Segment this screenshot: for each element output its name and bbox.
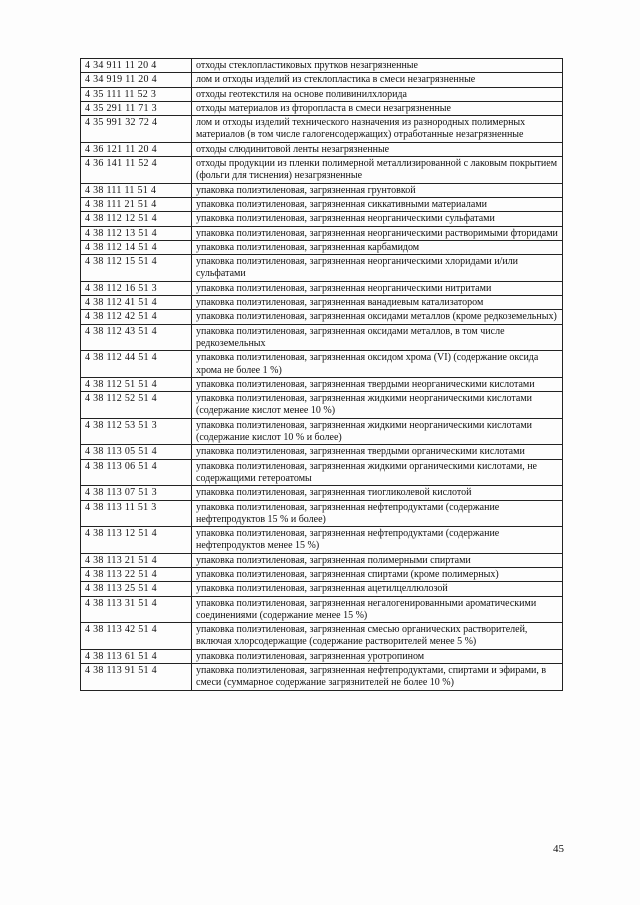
table-row [81, 212, 563, 226]
waste-code-cell: 4 38 112 53 51 3 [81, 418, 192, 445]
waste-description-cell: отходы слюдинитовой ленты незагрязненные [192, 142, 563, 156]
table-row [81, 623, 563, 650]
waste-code-cell: 4 38 111 11 51 4 [81, 183, 192, 197]
waste-description-cell: упаковка полиэтиленовая, загрязненная полимерными спиртами [192, 553, 563, 567]
waste-description-cell: упаковка полиэтиленовая, загрязненная жидкими неорганическими кислотами (содержание кислот 10 % и более) [192, 418, 563, 445]
table-row [81, 445, 563, 459]
waste-description-cell: упаковка полиэтиленовая, загрязненная жидкими неорганическими кислотами (содержание кислот менее 10 %) [192, 392, 563, 419]
table-row [81, 582, 563, 596]
waste-code-cell: 4 36 141 11 52 4 [81, 157, 192, 184]
waste-code-cell: 4 38 113 06 51 4 [81, 459, 192, 486]
waste-description-cell: лом и отходы изделий из стеклопластика в смеси незагрязненные [192, 73, 563, 87]
waste-code-cell: 4 38 112 42 51 4 [81, 310, 192, 324]
table-row [81, 157, 563, 184]
waste-description-cell: упаковка полиэтиленовая, загрязненная тиогликолевой кислотой [192, 486, 563, 500]
waste-description-cell: упаковка полиэтиленовая, загрязненная ацетилцеллюлозой [192, 582, 563, 596]
table-row [81, 351, 563, 378]
waste-description-cell: упаковка полиэтиленовая, загрязненная оксидами металлов (кроме редкоземельных) [192, 310, 563, 324]
table-row [81, 226, 563, 240]
waste-code-cell: 4 35 991 32 72 4 [81, 116, 192, 143]
table-row [81, 255, 563, 282]
waste-code-cell: 4 38 113 42 51 4 [81, 623, 192, 650]
waste-code-cell: 4 38 113 25 51 4 [81, 582, 192, 596]
waste-code-cell: 4 38 113 07 51 3 [81, 486, 192, 500]
table-row [81, 296, 563, 310]
table-body [81, 59, 563, 691]
table-row [81, 101, 563, 115]
waste-description-cell: упаковка полиэтиленовая, загрязненная сиккативными материалами [192, 197, 563, 211]
waste-description-cell: упаковка полиэтиленовая, загрязненная нефтепродуктами (содержание нефтепродуктов менее 15 %) [192, 527, 563, 554]
waste-code-cell: 4 38 111 21 51 4 [81, 197, 192, 211]
waste-description-cell: упаковка полиэтиленовая, загрязненная спиртами (кроме полимерных) [192, 567, 563, 581]
table-row [81, 649, 563, 663]
table-row [81, 116, 563, 143]
page-number: 45 [553, 843, 564, 855]
waste-code-cell: 4 38 112 44 51 4 [81, 351, 192, 378]
waste-code-cell: 4 38 113 91 51 4 [81, 664, 192, 691]
waste-code-cell: 4 38 112 14 51 4 [81, 240, 192, 254]
table-row [81, 59, 563, 73]
table-row [81, 281, 563, 295]
waste-description-cell: лом и отходы изделий технического назначения из разнородных полимерных материалов (в том числе галогенсодержащих) отработанные незагрязненные [192, 116, 563, 143]
table-row [81, 324, 563, 351]
waste-code-cell: 4 38 113 05 51 4 [81, 445, 192, 459]
table-row [81, 392, 563, 419]
waste-description-cell: упаковка полиэтиленовая, загрязненная карбамидом [192, 240, 563, 254]
waste-code-cell: 4 34 911 11 20 4 [81, 59, 192, 73]
waste-description-cell: упаковка полиэтиленовая, загрязненная смесью органических растворителей, включая хлорсодержащие (содержание растворителей менее 5 %) [192, 623, 563, 650]
waste-description-cell: упаковка полиэтиленовая, загрязненная оксидами металлов, в том числе редкоземельных [192, 324, 563, 351]
waste-description-cell: отходы геотекстиля на основе поливинилхлорида [192, 87, 563, 101]
table-row [81, 418, 563, 445]
table-row [81, 73, 563, 87]
waste-description-cell: отходы материалов из фторопласта в смеси незагрязненные [192, 101, 563, 115]
waste-description-cell: упаковка полиэтиленовая, загрязненная нефтепродуктами (содержание нефтепродуктов 15 % и более) [192, 500, 563, 527]
waste-description-cell: отходы стеклопластиковых прутков незагрязненные [192, 59, 563, 73]
waste-code-cell: 4 35 291 11 71 3 [81, 101, 192, 115]
waste-description-cell: упаковка полиэтиленовая, загрязненная неорганическими сульфатами [192, 212, 563, 226]
waste-description-cell: упаковка полиэтиленовая, загрязненная жидкими органическими кислотами, не содержащими гетероатомы [192, 459, 563, 486]
waste-description-cell: упаковка полиэтиленовая, загрязненная оксидом хрома (VI) (содержание оксида хрома не более 1 %) [192, 351, 563, 378]
waste-code-cell: 4 38 113 12 51 4 [81, 527, 192, 554]
waste-code-cell: 4 38 112 15 51 4 [81, 255, 192, 282]
waste-description-cell: упаковка полиэтиленовая, загрязненная неорганическими нитритами [192, 281, 563, 295]
table-row [81, 664, 563, 691]
table-row [81, 183, 563, 197]
table-row [81, 596, 563, 623]
waste-code-cell: 4 38 112 52 51 4 [81, 392, 192, 419]
waste-code-cell: 4 34 919 11 20 4 [81, 73, 192, 87]
waste-code-cell: 4 36 121 11 20 4 [81, 142, 192, 156]
waste-description-cell: упаковка полиэтиленовая, загрязненная негалогенированными ароматическими соединениями (содержание менее 15 %) [192, 596, 563, 623]
table-row [81, 87, 563, 101]
waste-description-cell: отходы продукции из пленки полимерной металлизированной с лаковым покрытием (фольги для тиснения) незагрязненные [192, 157, 563, 184]
table-row [81, 142, 563, 156]
waste-description-cell: упаковка полиэтиленовая, загрязненная неорганическими хлоридами и/или сульфатами [192, 255, 563, 282]
waste-code-cell: 4 38 112 13 51 4 [81, 226, 192, 240]
waste-description-cell: упаковка полиэтиленовая, загрязненная нефтепродуктами, спиртами и эфирами, в смеси (суммарное содержание загрязнителей не более 10 %) [192, 664, 563, 691]
table-row [81, 553, 563, 567]
table-row [81, 197, 563, 211]
waste-description-cell: упаковка полиэтиленовая, загрязненная неорганическими растворимыми фторидами [192, 226, 563, 240]
table-row [81, 500, 563, 527]
waste-code-cell: 4 35 111 11 52 3 [81, 87, 192, 101]
table-row [81, 377, 563, 391]
waste-code-cell: 4 38 112 51 51 4 [81, 377, 192, 391]
waste-description-cell: упаковка полиэтиленовая, загрязненная грунтовкой [192, 183, 563, 197]
waste-code-cell: 4 38 113 61 51 4 [81, 649, 192, 663]
waste-code-cell: 4 38 113 11 51 3 [81, 500, 192, 527]
waste-code-cell: 4 38 113 31 51 4 [81, 596, 192, 623]
table-row [81, 567, 563, 581]
waste-description-cell: упаковка полиэтиленовая, загрязненная твердыми органическими кислотами [192, 445, 563, 459]
table-row [81, 486, 563, 500]
waste-code-cell: 4 38 113 21 51 4 [81, 553, 192, 567]
waste-description-cell: упаковка полиэтиленовая, загрязненная твердыми неорганическими кислотами [192, 377, 563, 391]
table-row [81, 459, 563, 486]
waste-code-cell: 4 38 113 22 51 4 [81, 567, 192, 581]
waste-codes-table [80, 58, 563, 691]
table-row [81, 240, 563, 254]
waste-code-cell: 4 38 112 16 51 3 [81, 281, 192, 295]
table-row [81, 310, 563, 324]
waste-code-cell: 4 38 112 43 51 4 [81, 324, 192, 351]
table-row [81, 527, 563, 554]
waste-description-cell: упаковка полиэтиленовая, загрязненная уротропином [192, 649, 563, 663]
waste-code-cell: 4 38 112 41 51 4 [81, 296, 192, 310]
waste-code-cell: 4 38 112 12 51 4 [81, 212, 192, 226]
waste-description-cell: упаковка полиэтиленовая, загрязненная ванадиевым катализатором [192, 296, 563, 310]
